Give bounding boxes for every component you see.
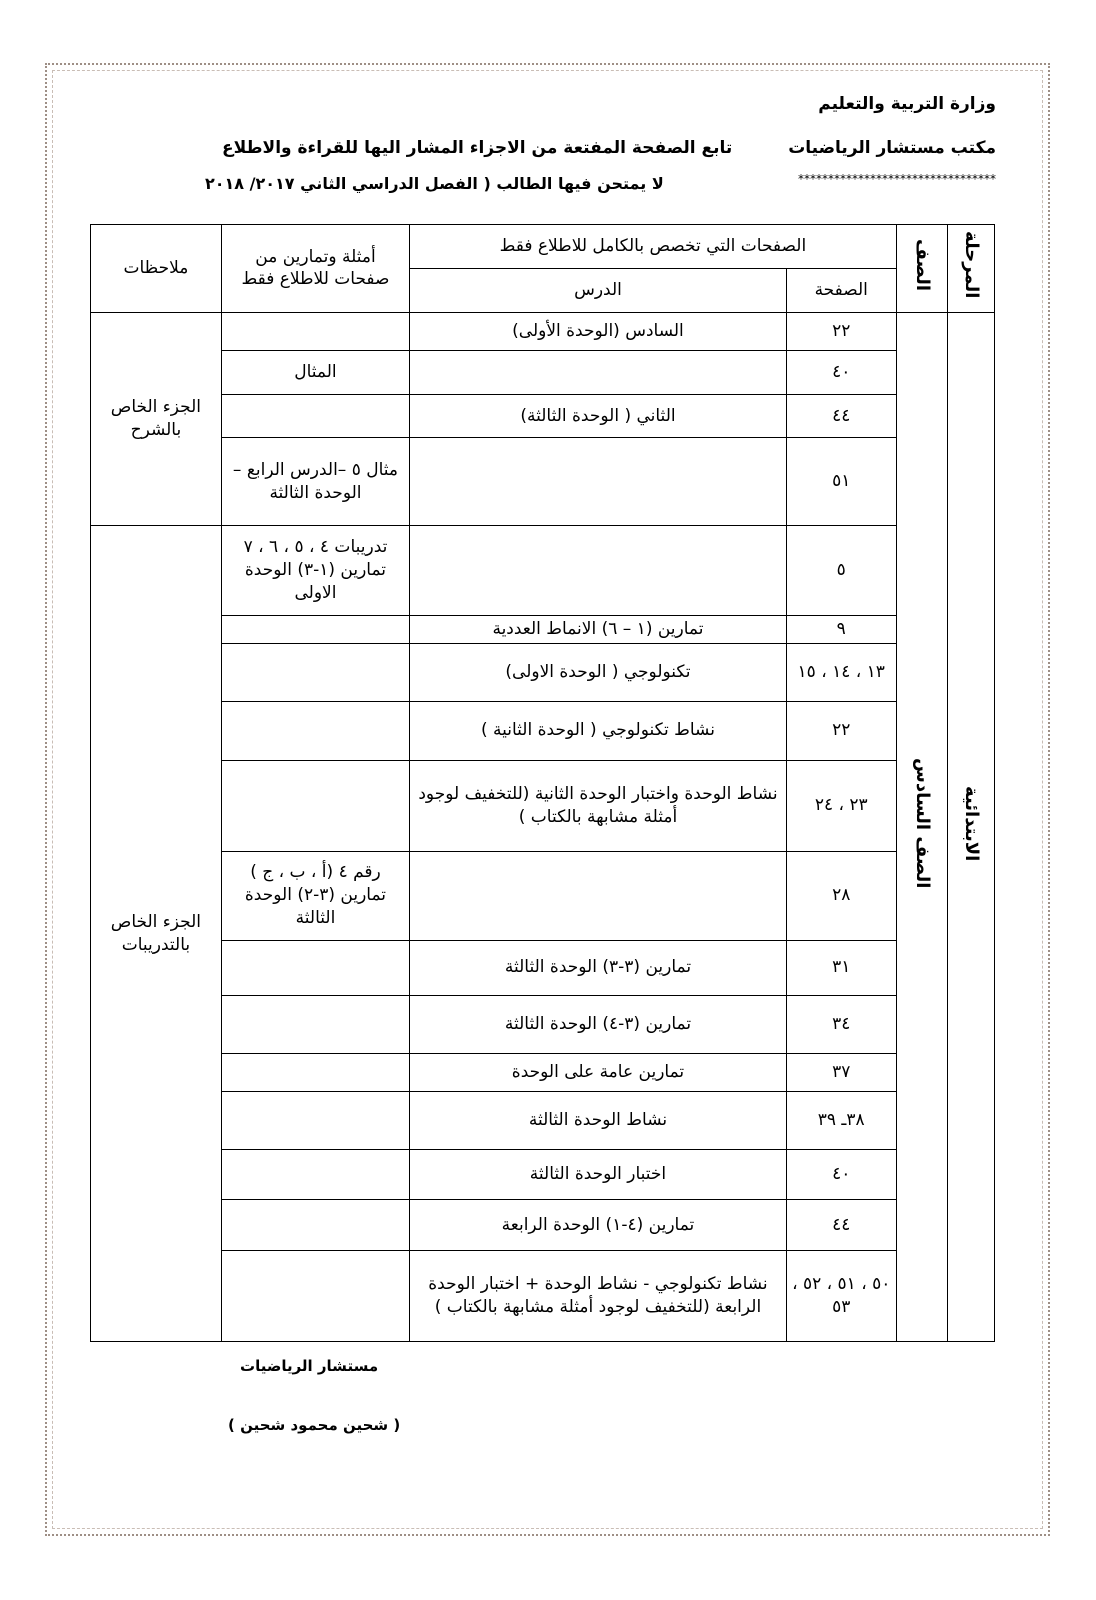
lesson-cell: اختبار الوحدة الثالثة xyxy=(410,1149,787,1200)
lesson-cell xyxy=(410,851,787,940)
page-number-cell: ٤٠ xyxy=(786,351,896,394)
lesson-cell: الثاني ( الوحدة الثالثة) xyxy=(410,394,787,437)
page-number-cell: ٥ xyxy=(786,526,896,616)
header-full-pages: الصفحات التي تخصص بالكامل للاطلاع فقط xyxy=(410,225,897,269)
table-row xyxy=(91,1092,995,1150)
table-row xyxy=(91,940,995,996)
example-cell xyxy=(221,1200,409,1251)
header-lesson: الدرس xyxy=(410,269,787,312)
table-row xyxy=(91,702,995,761)
page-number-cell: ٤٤ xyxy=(786,394,896,437)
page-number-cell: ٢٣ ، ٢٤ xyxy=(786,760,896,851)
table-row xyxy=(91,438,995,526)
example-cell xyxy=(221,760,409,851)
office-name: مكتب مستشار الرياضيات xyxy=(788,138,996,158)
lesson-cell: تمارين (١ – ٦) الانماط العددية xyxy=(410,616,787,644)
header-examples: أمثلة وتمارين من صفحات للاطلاع فقط xyxy=(221,225,409,313)
example-cell xyxy=(221,312,409,350)
example-cell xyxy=(221,1149,409,1200)
table-row xyxy=(91,312,995,350)
example-cell: مثال ٥ –الدرس الرابع – الوحدة الثالثة xyxy=(221,438,409,526)
header-page: الصفحة xyxy=(786,269,896,312)
page-number-cell: ٢٢ xyxy=(786,702,896,761)
notes-exercises-cell: الجزء الخاص بالتدريبات xyxy=(91,526,222,1342)
example-cell xyxy=(221,996,409,1054)
example-cell xyxy=(221,1092,409,1150)
lesson-cell xyxy=(410,438,787,526)
document-subtitle: لا يمتحن فيها الطالب ( الفصل الدراسي الثاني ٢٠١٧/ ٢٠١٨ xyxy=(205,174,664,193)
lesson-cell: نشاط تكنولوجي ( الوحدة الثانية ) xyxy=(410,702,787,761)
lesson-cell: نشاط الوحدة الثالثة xyxy=(410,1092,787,1150)
example-cell xyxy=(221,702,409,761)
example-cell: تدريبات ٤ ، ٥ ، ٦ ، ٧ تمارين (١-٣) الوحدة الاولى xyxy=(221,526,409,616)
example-cell xyxy=(221,1250,409,1341)
table-row xyxy=(91,616,995,644)
page-number-cell: ٣٧ xyxy=(786,1053,896,1091)
lesson-cell: تمارين (٤-١) الوحدة الرابعة xyxy=(410,1200,787,1251)
header-stage: المرحلة xyxy=(947,225,994,313)
header-notes: ملاحظات xyxy=(91,225,222,313)
page-number-cell: ١٣ ، ١٤ ، ١٥ xyxy=(786,644,896,702)
table-row xyxy=(91,1250,995,1341)
page-number-cell: ٤٤ xyxy=(786,1200,896,1251)
table-row xyxy=(91,851,995,940)
page-number-cell: ٤٠ xyxy=(786,1149,896,1200)
notes-explanation-cell: الجزء الخاص بالشرح xyxy=(91,312,222,525)
table-row xyxy=(91,526,995,616)
lesson-cell: تكنولوجي ( الوحدة الاولى) xyxy=(410,644,787,702)
ministry-name: وزارة التربية والتعليم xyxy=(818,94,996,114)
page-number-cell: ٣٤ xyxy=(786,996,896,1054)
lesson-cell: نشاط تكنولوجي - نشاط الوحدة + اختبار الوحدة الرابعة (للتخفيف لوجود أمثلة مشابهة بالكتاب ) xyxy=(410,1250,787,1341)
lesson-cell: تمارين (٣-٣) الوحدة الثالثة xyxy=(410,940,787,996)
curriculum-table xyxy=(90,224,995,1342)
page-number-cell: ٢٢ xyxy=(786,312,896,350)
header-grade: الصف xyxy=(896,225,947,313)
lesson-cell: السادس (الوحدة الأولى) xyxy=(410,312,787,350)
table-row xyxy=(91,760,995,851)
lesson-cell xyxy=(410,351,787,394)
lesson-cell: تمارين (٣-٤) الوحدة الثالثة xyxy=(410,996,787,1054)
page-number-cell: ٩ xyxy=(786,616,896,644)
table-row xyxy=(91,1149,995,1200)
table-row xyxy=(91,996,995,1054)
example-cell: المثال xyxy=(221,351,409,394)
lesson-cell: تمارين عامة على الوحدة xyxy=(410,1053,787,1091)
footer-signature-name: ( شحين محمود شحين ) xyxy=(228,1416,401,1434)
page-number-cell: ٣١ xyxy=(786,940,896,996)
stage-cell: الابتدائية xyxy=(947,312,994,1341)
document-title: تابع الصفحة المفتعة من الاجزاء المشار اليها للقراءة والاطلاع xyxy=(222,138,733,158)
example-cell: رقم ٤ (أ ، ب ، ج ) تمارين (٣-٢) الوحدة الثالثة xyxy=(221,851,409,940)
example-cell xyxy=(221,940,409,996)
footer-signature-title: مستشار الرياضيات xyxy=(240,1357,379,1375)
page-number-cell: ٢٨ xyxy=(786,851,896,940)
page-number-cell: ٥١ xyxy=(786,438,896,526)
table-row xyxy=(91,644,995,702)
lesson-cell xyxy=(410,526,787,616)
stars-separator: ********************************* xyxy=(798,172,996,186)
table-row xyxy=(91,1053,995,1091)
page-number-cell: ٣٨ـ ٣٩ xyxy=(786,1092,896,1150)
grade-cell: الصف السادس xyxy=(896,312,947,1341)
example-cell xyxy=(221,644,409,702)
lesson-cell: نشاط الوحدة واختبار الوحدة الثانية (للتخفيف لوجود أمثلة مشابهة بالكتاب ) xyxy=(410,760,787,851)
table-row xyxy=(91,1200,995,1251)
table-row xyxy=(91,394,995,437)
example-cell xyxy=(221,394,409,437)
table-row xyxy=(91,351,995,394)
page-number-cell: ٥٠ ، ٥١ ، ٥٢ ، ٥٣ xyxy=(786,1250,896,1341)
example-cell xyxy=(221,1053,409,1091)
example-cell xyxy=(221,616,409,644)
